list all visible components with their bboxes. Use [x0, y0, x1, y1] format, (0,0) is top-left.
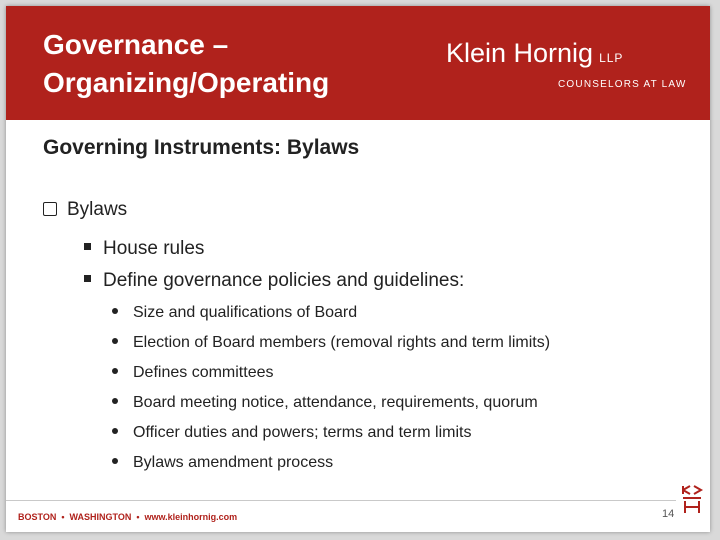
list-item-text: Officer duties and powers; terms and term limits: [133, 424, 472, 441]
bullet-level2-item: [84, 238, 204, 260]
logo-suffix: LLP: [599, 51, 624, 65]
list-item: [112, 393, 550, 423]
bullet-level1: [43, 199, 127, 221]
list-item: [112, 453, 550, 483]
bullet-level1-text: Bylaws: [67, 199, 128, 220]
title-line-2: Organizing/Operating: [43, 67, 330, 98]
square-bullet-icon: [84, 243, 91, 250]
list-item-text: Bylaws amendment process: [133, 454, 334, 471]
footer-info: [18, 512, 237, 522]
list-item-text: Size and qualifications of Board: [133, 304, 358, 321]
slide-subtitle: Governing Instruments: Bylaws: [43, 136, 360, 159]
logo-name: Klein Hornig: [446, 38, 594, 68]
page-number: 14: [662, 508, 675, 520]
checkbox-bullet-icon: [43, 202, 57, 216]
bullet-level2-text: House rules: [103, 238, 205, 259]
footer-divider: [6, 500, 676, 501]
list-item-text: Defines committees: [133, 364, 274, 381]
header-banner: [6, 6, 710, 120]
dot-bullet-icon: [112, 338, 118, 344]
list-item-text: Board meeting notice, attendance, requirements, quorum: [133, 394, 538, 411]
title-line-1: Governance –: [43, 29, 229, 60]
list-item: [112, 333, 550, 363]
square-bullet-icon: [84, 275, 91, 282]
bullet-level3-list: [112, 303, 550, 483]
dot-bullet-icon: [112, 458, 118, 464]
footer-city-2: WASHINGTON: [69, 512, 132, 522]
bullet-level2-item: [84, 270, 464, 292]
footer-website-link[interactable]: www.kleinhornig.com: [144, 512, 238, 522]
list-item: [112, 303, 550, 333]
firm-logo: [446, 36, 687, 90]
dot-bullet-icon: [112, 398, 118, 404]
kh-monogram-icon: [680, 484, 704, 514]
footer-city-1: BOSTON: [18, 512, 57, 522]
logo-tagline: COUNSELORS AT LAW: [558, 79, 687, 90]
list-item: [112, 423, 550, 453]
dot-bullet-icon: [112, 428, 118, 434]
bullet-level2-text: Define governance policies and guidelines:: [103, 270, 465, 291]
footer-separator: •: [136, 512, 140, 522]
slide-title: [43, 26, 329, 102]
footer-separator: •: [61, 512, 65, 522]
list-item-text: Election of Board members (removal rights and term limits): [133, 334, 551, 351]
list-item: [112, 363, 550, 393]
dot-bullet-icon: [112, 308, 118, 314]
slide: [6, 6, 710, 532]
dot-bullet-icon: [112, 368, 118, 374]
